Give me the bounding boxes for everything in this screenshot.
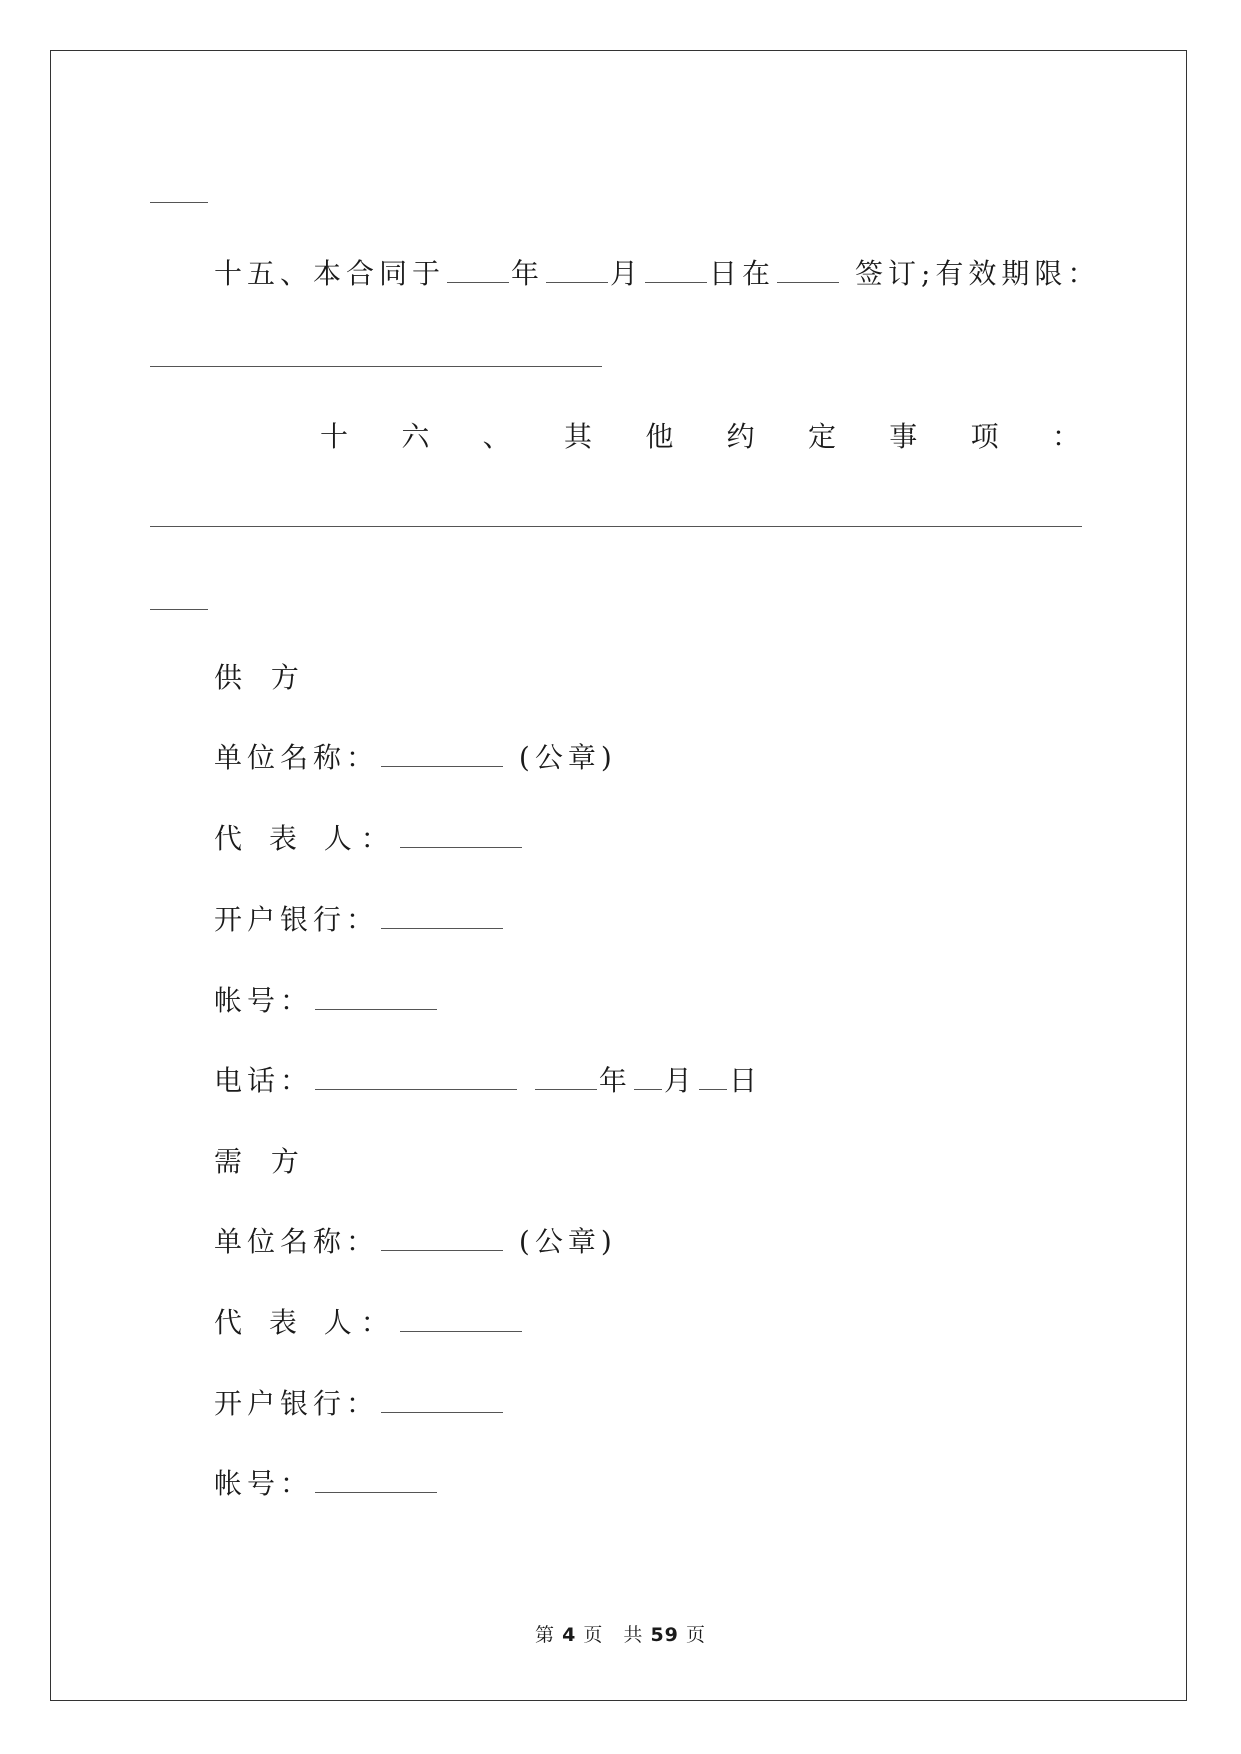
other-terms-blank[interactable] <box>150 526 1082 527</box>
supplier-phone-label: 电话： <box>214 1064 314 1097</box>
supplier-seal: (公章) <box>518 741 617 774</box>
clause-16-char: 事 <box>889 420 918 453</box>
buyer-unit-label: 单位名称： <box>214 1225 380 1258</box>
buyer-bank-input[interactable] <box>381 1386 503 1413</box>
clause-16-char: 项 <box>970 420 999 453</box>
supplier-account-input[interactable] <box>315 983 437 1010</box>
clause-15-day: 日在 <box>709 257 776 290</box>
supplier-rep-label: 代 表 人： <box>214 822 398 855</box>
blank-line <box>150 202 208 203</box>
clause-16-char: 定 <box>807 420 836 453</box>
clause-16-char: 、 <box>482 420 511 453</box>
clause-16-char: 约 <box>726 420 755 453</box>
buyer-bank-row <box>214 1384 505 1424</box>
supplier-heading: 供 方 <box>214 661 309 694</box>
supplier-account-label: 帐号： <box>214 984 314 1017</box>
supplier-rep-row <box>214 819 524 859</box>
supplier-day-blank[interactable] <box>699 1063 727 1090</box>
buyer-unit-row <box>214 1222 617 1262</box>
supplier-date-day: 日 <box>728 1064 762 1097</box>
supplier-bank-label: 开户银行： <box>214 903 380 936</box>
footer-page-prefix: 第 <box>535 1624 556 1646</box>
clause-16-char: ： <box>1051 420 1080 453</box>
supplier-rep-input[interactable] <box>400 821 522 848</box>
place-blank[interactable] <box>777 256 839 283</box>
clause-15-suffix: 签订;有效期限： <box>854 257 1101 290</box>
clause-16-char: 其 <box>563 420 592 453</box>
supplier-year-blank[interactable] <box>535 1063 597 1090</box>
buyer-unit-input[interactable] <box>381 1224 503 1251</box>
clause-15-prefix: 十五、本合同于 <box>214 257 446 290</box>
buyer-rep-label: 代 表 人： <box>214 1306 398 1339</box>
footer-page-number: 4 <box>562 1624 577 1646</box>
footer-page-suffix: 页 <box>685 1624 706 1646</box>
buyer-seal: (公章) <box>518 1225 617 1258</box>
footer-page-mid: 页 共 <box>583 1624 644 1646</box>
page-border <box>50 50 1187 1701</box>
clause-16-char: 他 <box>645 420 674 453</box>
clause-16-char: 十 <box>320 420 349 453</box>
buyer-rep-input[interactable] <box>400 1305 522 1332</box>
supplier-phone-row <box>214 1061 762 1101</box>
clause-16 <box>320 417 1080 457</box>
buyer-rep-row <box>214 1303 524 1343</box>
clause-15 <box>214 254 1100 294</box>
supplier-date-year: 年 <box>598 1064 632 1097</box>
supplier-account-row <box>214 981 439 1021</box>
validity-blank[interactable] <box>150 366 602 367</box>
year-blank[interactable] <box>447 256 509 283</box>
buyer-account-input[interactable] <box>315 1466 437 1493</box>
supplier-phone-input[interactable] <box>315 1063 517 1090</box>
supplier-bank-row <box>214 900 505 940</box>
supplier-date-month: 月 <box>663 1064 697 1097</box>
clause-15-year: 年 <box>511 257 545 290</box>
buyer-account-row <box>214 1464 439 1504</box>
supplier-unit-label: 单位名称： <box>214 741 380 774</box>
supplier-unit-input[interactable] <box>381 740 503 767</box>
supplier-month-blank[interactable] <box>634 1063 662 1090</box>
supplier-bank-input[interactable] <box>381 902 503 929</box>
month-blank[interactable] <box>546 256 608 283</box>
page-footer <box>0 1620 1241 1647</box>
supplier-unit-row <box>214 738 617 778</box>
footer-page-total: 59 <box>650 1624 679 1646</box>
clause-15-month: 月 <box>610 257 644 290</box>
day-blank[interactable] <box>645 256 707 283</box>
clause-16-char: 六 <box>401 420 430 453</box>
other-terms-blank-cont[interactable] <box>150 609 208 610</box>
buyer-account-label: 帐号： <box>214 1467 314 1500</box>
buyer-heading: 需 方 <box>214 1145 309 1178</box>
buyer-bank-label: 开户银行： <box>214 1387 380 1420</box>
